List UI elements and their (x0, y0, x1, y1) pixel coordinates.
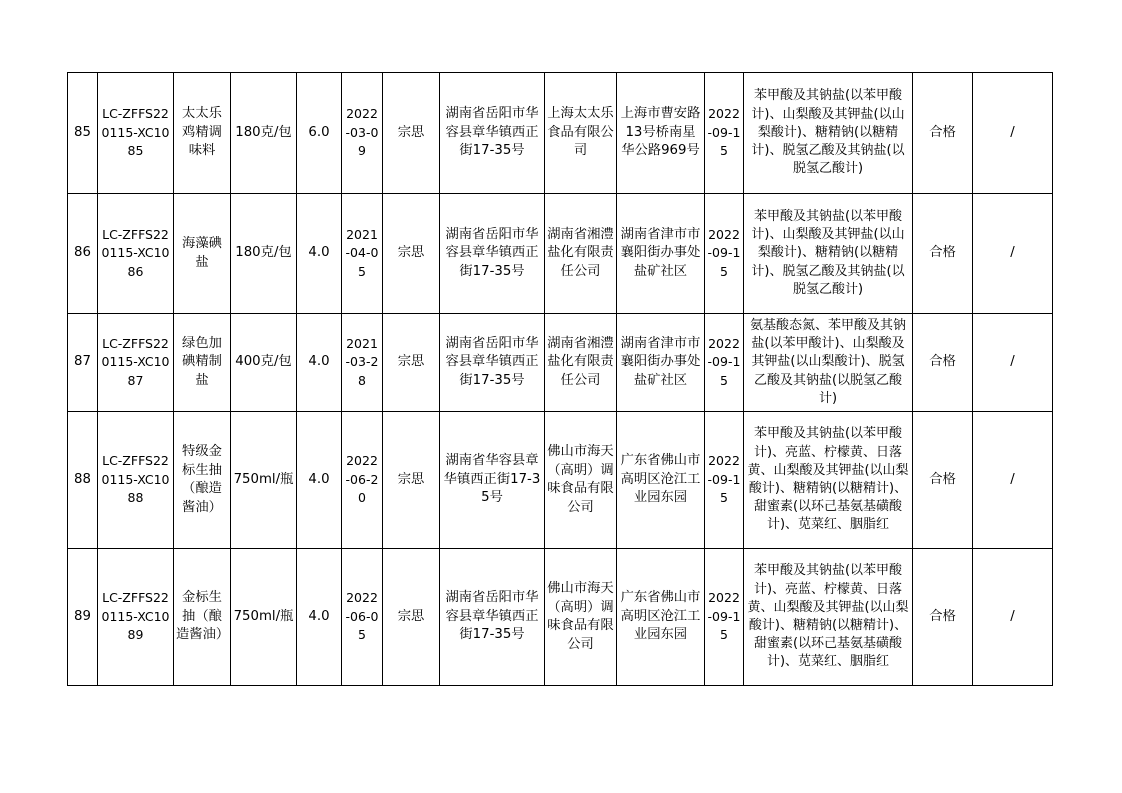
table-row (68, 549, 1053, 686)
production-date-cell: 2022-03-09 (342, 73, 383, 194)
row-number-cell: 86 (68, 194, 98, 314)
manufacturer-cell: 上海太太乐食品有限公司 (545, 73, 617, 194)
row-number-cell: 85 (68, 73, 98, 194)
remark-cell: / (973, 314, 1053, 412)
product-name-cell: 绿色加碘精制盐 (174, 314, 231, 412)
spec-cell: 750ml/瓶 (231, 549, 297, 686)
manufacturer-address-cell: 广东省佛山市高明区沧江工业园东园 (617, 549, 705, 686)
sampled-unit-cell: 湖南省岳阳市华容县章华镇西正街17-35号 (440, 314, 545, 412)
manufacturer-cell: 佛山市海天（高明）调味食品有限公司 (545, 412, 617, 549)
product-name-cell: 太太乐鸡精调味料 (174, 73, 231, 194)
result-cell: 合格 (913, 412, 973, 549)
row-number-cell: 89 (68, 549, 98, 686)
production-date-cell: 2022-06-20 (342, 412, 383, 549)
remark-cell: / (973, 412, 1053, 549)
spec-cell: 750ml/瓶 (231, 412, 297, 549)
quantity-cell: 6.0 (297, 73, 342, 194)
spec-cell: 180克/包 (231, 194, 297, 314)
sample-id-cell: LC-ZFFS220115-XC1088 (98, 412, 174, 549)
sampling-results-table (67, 72, 1053, 686)
result-cell: 合格 (913, 194, 973, 314)
manufacturer-cell: 佛山市海天（高明）调味食品有限公司 (545, 549, 617, 686)
sample-id-cell: LC-ZFFS220115-XC1086 (98, 194, 174, 314)
sample-id-cell: LC-ZFFS220115-XC1089 (98, 549, 174, 686)
sampled-unit-cell: 湖南省岳阳市华容县章华镇西正街17-35号 (440, 194, 545, 314)
table-row (68, 314, 1053, 412)
test-items-cell: 苯甲酸及其钠盐(以苯甲酸计)、亮蓝、柠檬黄、日落黄、山梨酸及其钾盐(以山梨酸计)、糖精钠(以糖精计)、甜蜜素(以环己基氨基磺酸计)、苋菜红、胭脂红 (744, 412, 913, 549)
test-date-cell: 2022-09-15 (705, 314, 744, 412)
manufacturer-address-cell: 湖南省津市市襄阳街办事处盐矿社区 (617, 194, 705, 314)
test-items-cell: 苯甲酸及其钠盐(以苯甲酸计)、山梨酸及其钾盐(以山梨酸计)、糖精钠(以糖精计)、脱氢乙酸及其钠盐(以脱氢乙酸计) (744, 73, 913, 194)
manufacturer-cell: 湖南省湘澧盐化有限责任公司 (545, 194, 617, 314)
sampled-unit-cell: 湖南省华容县章华镇西正街17-35号 (440, 412, 545, 549)
result-cell: 合格 (913, 314, 973, 412)
remark-cell: / (973, 549, 1053, 686)
quantity-cell: 4.0 (297, 412, 342, 549)
result-cell: 合格 (913, 73, 973, 194)
sampler-cell: 宗思 (383, 412, 440, 549)
production-date-cell: 2021-03-28 (342, 314, 383, 412)
table-row (68, 73, 1053, 194)
remark-cell: / (973, 194, 1053, 314)
manufacturer-address-cell: 上海市曹安路13号桥南星华公路969号 (617, 73, 705, 194)
row-number-cell: 88 (68, 412, 98, 549)
production-date-cell: 2022-06-05 (342, 549, 383, 686)
product-name-cell: 金标生抽（酿造酱油） (174, 549, 231, 686)
product-name-cell: 海藻碘盐 (174, 194, 231, 314)
test-date-cell: 2022-09-15 (705, 73, 744, 194)
manufacturer-address-cell: 广东省佛山市高明区沧江工业园东园 (617, 412, 705, 549)
test-items-cell: 氨基酸态氮、苯甲酸及其钠盐(以苯甲酸计)、山梨酸及其钾盐(以山梨酸计)、脱氢乙酸及其钠盐(以脱氢乙酸计) (744, 314, 913, 412)
sampler-cell: 宗思 (383, 549, 440, 686)
quantity-cell: 4.0 (297, 194, 342, 314)
remark-cell: / (973, 73, 1053, 194)
test-items-cell: 苯甲酸及其钠盐(以苯甲酸计)、亮蓝、柠檬黄、日落黄、山梨酸及其钾盐(以山梨酸计)、糖精钠(以糖精计)、甜蜜素(以环己基氨基磺酸计)、苋菜红、胭脂红 (744, 549, 913, 686)
quantity-cell: 4.0 (297, 314, 342, 412)
sampled-unit-cell: 湖南省岳阳市华容县章华镇西正街17-35号 (440, 549, 545, 686)
product-name-cell: 特级金标生抽（酿造酱油） (174, 412, 231, 549)
quantity-cell: 4.0 (297, 549, 342, 686)
manufacturer-address-cell: 湖南省津市市襄阳街办事处盐矿社区 (617, 314, 705, 412)
sampled-unit-cell: 湖南省岳阳市华容县章华镇西正街17-35号 (440, 73, 545, 194)
table-row (68, 194, 1053, 314)
sampler-cell: 宗思 (383, 73, 440, 194)
result-cell: 合格 (913, 549, 973, 686)
test-date-cell: 2022-09-15 (705, 549, 744, 686)
manufacturer-cell: 湖南省湘澧盐化有限责任公司 (545, 314, 617, 412)
spec-cell: 180克/包 (231, 73, 297, 194)
sample-id-cell: LC-ZFFS220115-XC1085 (98, 73, 174, 194)
row-number-cell: 87 (68, 314, 98, 412)
sampler-cell: 宗思 (383, 194, 440, 314)
sampler-cell: 宗思 (383, 314, 440, 412)
test-items-cell: 苯甲酸及其钠盐(以苯甲酸计)、山梨酸及其钾盐(以山梨酸计)、糖精钠(以糖精计)、脱氢乙酸及其钠盐(以脱氢乙酸计) (744, 194, 913, 314)
spec-cell: 400克/包 (231, 314, 297, 412)
test-date-cell: 2022-09-15 (705, 194, 744, 314)
table-row (68, 412, 1053, 549)
sample-id-cell: LC-ZFFS220115-XC1087 (98, 314, 174, 412)
production-date-cell: 2021-04-05 (342, 194, 383, 314)
test-date-cell: 2022-09-15 (705, 412, 744, 549)
